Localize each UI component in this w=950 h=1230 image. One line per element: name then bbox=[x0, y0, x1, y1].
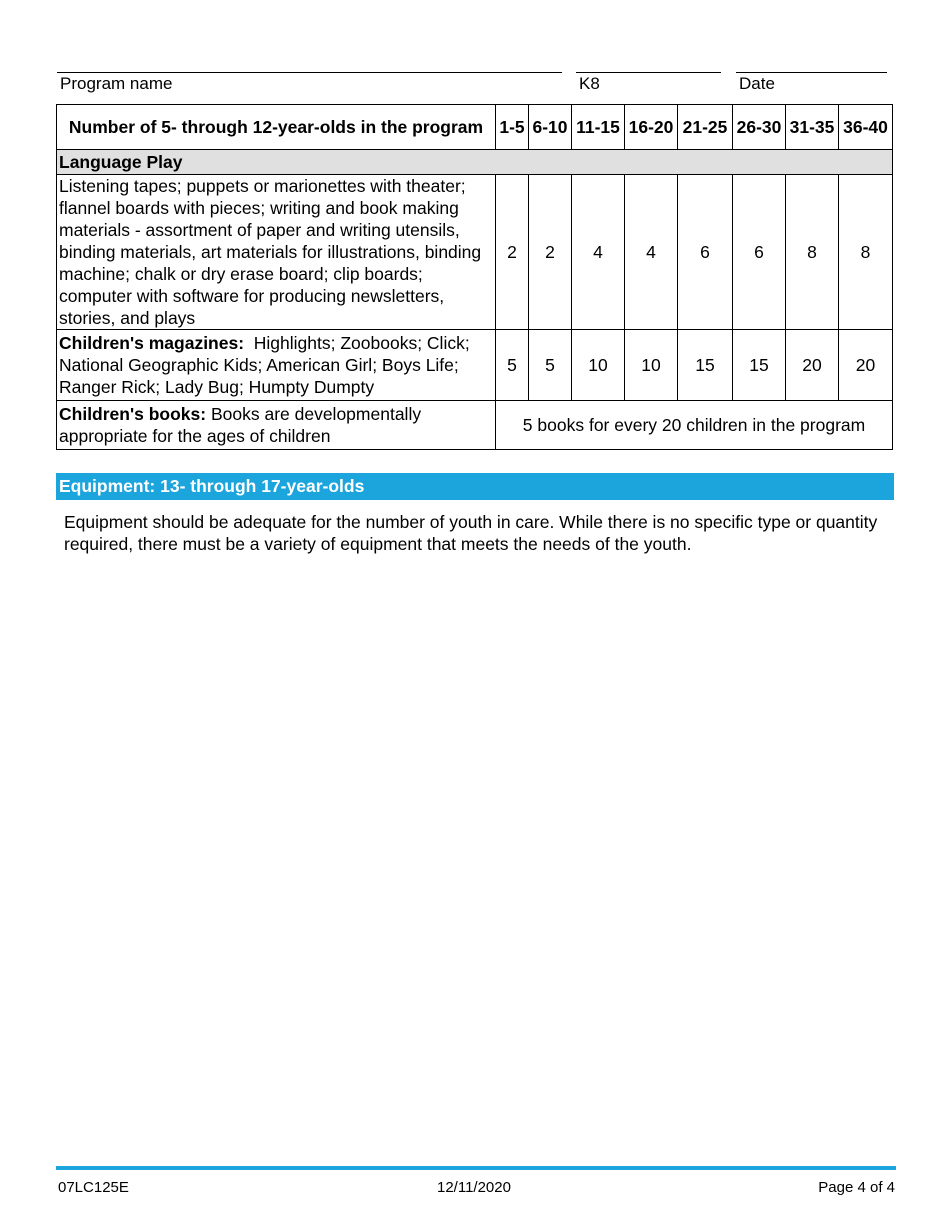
section-heading: Equipment: 13- through 17-year-olds bbox=[56, 473, 894, 500]
column-header: 36-40 bbox=[839, 105, 893, 150]
table-cell: 10 bbox=[625, 330, 678, 401]
form-header-fields bbox=[57, 72, 887, 96]
table-cell: 8 bbox=[786, 175, 839, 330]
table-cell: 20 bbox=[839, 330, 893, 401]
column-header: 21-25 bbox=[678, 105, 733, 150]
table-cell: 8 bbox=[839, 175, 893, 330]
date-field[interactable] bbox=[736, 72, 887, 94]
table-cell: 4 bbox=[625, 175, 678, 330]
row-description bbox=[57, 175, 496, 330]
category-language-play: Language Play bbox=[57, 150, 893, 175]
table-cell: 15 bbox=[733, 330, 786, 401]
table-cell: 5 bbox=[529, 330, 572, 401]
k8-label: K8 bbox=[579, 74, 600, 93]
table-cell: 5 bbox=[496, 330, 529, 401]
table-cell: 6 bbox=[733, 175, 786, 330]
column-header: 31-35 bbox=[786, 105, 839, 150]
table-row bbox=[57, 330, 893, 401]
table-cell: 4 bbox=[572, 175, 625, 330]
table-row bbox=[57, 401, 893, 450]
row-text: Highlights; Zoobooks; Click; National Geographic Kids; American Girl; Boys Life; Ranger Rick; Lady Bug; Humpty Dumpty bbox=[59, 333, 475, 397]
footer-divider bbox=[56, 1166, 896, 1170]
table-cell: 2 bbox=[529, 175, 572, 330]
table-cell: 2 bbox=[496, 175, 529, 330]
books-requirement-cell: 5 books for every 20 children in the program bbox=[496, 401, 893, 450]
row-text: Books are developmentally appropriate for the ages of children bbox=[59, 404, 426, 446]
column-header: 1-5 bbox=[496, 105, 529, 150]
row-title: Children's magazines: bbox=[59, 333, 245, 353]
page-number: Page 4 of 4 bbox=[818, 1179, 895, 1196]
equipment-table bbox=[56, 104, 893, 450]
row-description bbox=[57, 401, 496, 450]
table-cell: 20 bbox=[786, 330, 839, 401]
section-paragraph: Equipment should be adequate for the number of youth in care. While there is no specific type or quantity required, there must be a variety of equipment that meets the needs of the youth. bbox=[64, 512, 878, 554]
footer-date: 12/11/2020 bbox=[437, 1179, 511, 1196]
form-id: 07LC125E bbox=[58, 1179, 129, 1196]
row-description bbox=[57, 330, 496, 401]
row-text: Listening tapes; puppets or marionettes with theater; flannel boards with pieces; writing and book making materials - assortment of paper and writing utensils, binding materials, art materials for illustrations, binding machine; chalk or dry erase board; clip boards; computer with software for producing newsletters, stories, and plays bbox=[59, 176, 482, 328]
k8-field[interactable] bbox=[576, 72, 721, 94]
column-header: 16-20 bbox=[625, 105, 678, 150]
column-header: 11-15 bbox=[572, 105, 625, 150]
column-header: 26-30 bbox=[733, 105, 786, 150]
table-cell: 6 bbox=[678, 175, 733, 330]
table-cell: 10 bbox=[572, 330, 625, 401]
program-name-field[interactable] bbox=[57, 72, 562, 94]
table-header-row bbox=[57, 105, 893, 150]
table-row bbox=[57, 175, 893, 330]
row-title: Children's books: bbox=[59, 404, 207, 424]
column-header: 6-10 bbox=[529, 105, 572, 150]
category-row bbox=[57, 150, 893, 175]
date-label: Date bbox=[739, 74, 775, 93]
program-name-label: Program name bbox=[60, 74, 173, 93]
age-count-header: Number of 5- through 12-year-olds in the program bbox=[57, 105, 496, 150]
table-cell: 15 bbox=[678, 330, 733, 401]
